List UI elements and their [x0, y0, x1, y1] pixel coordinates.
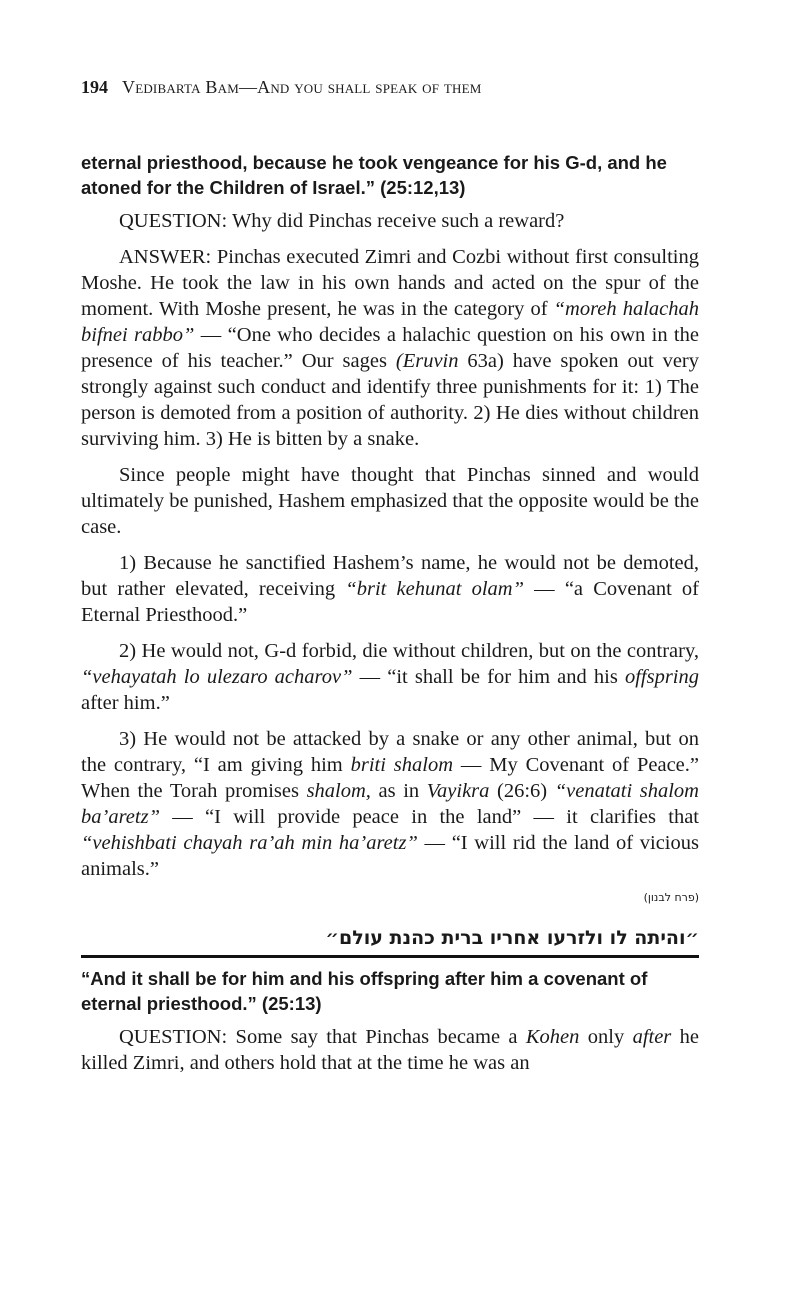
running-head [81, 77, 482, 98]
question-paragraph: QUESTION: Why did Pinchas receive such a reward? [119, 210, 565, 232]
hebrew-verse-heading: ״והיתה לו ולזרעו אחריו ברית כהנת עולם״ [81, 927, 699, 958]
point-two-paragraph: 2) He would not, G-d forbid, die without children, but on the contrary, “vehayatah lo ulezaro acharov” — “it shall be for him and his offspring after him.” [81, 640, 699, 714]
book-title: Vedibarta Bam—And you shall speak of them [122, 77, 482, 97]
point-three-paragraph: 3) He would not be attacked by a snake or any other animal, but on the contrary, “I am giving him briti shalom — My Covenant of Peace.” When the Torah promises shalom, as in Vayikra (26:6) “venatati shalom ba’aretz” — “I will provide peace in the land” — it clarifies that “vehishbati chayah ra’ah min ha’aretz” — “I will rid the land of vicious animals.” [81, 728, 699, 880]
answer-paragraph: ANSWER: Pinchas executed Zimri and Cozbi without first consulting Moshe. He took the law in his own hands and acted on the spur of the moment. With Moshe present, he was in the category of “moreh halachah bifnei rabbo” — “One who decides a halachic question on his own in the presence of his teacher.” Our sages (Eruvin 63a) have spoken out very strongly against such conduct and identify three punishments for it: 1) The person is demoted from a position of authority. 2) He dies without children surviving him. 3) He is bitten by a snake. [81, 246, 700, 450]
verse-continuation: eternal priesthood, because he took vengeance for his G-d, and he atoned for the Children of Israel.” (25:12,13) [81, 152, 667, 198]
second-question-paragraph: QUESTION: Some say that Pinchas became a Kohen only after he killed Zimri, and others hold that at the time he was an [81, 1026, 699, 1074]
point-one-paragraph: 1) Because he sanctified Hashem’s name, he would not be demoted, but rather elevated, receiving “brit kehunat olam” — “a Covenant of Eternal Priesthood.” [81, 552, 700, 626]
since-paragraph: Since people might have thought that Pinchas sinned and would ultimately be punished, Hashem emphasized that the opposite would be the case. [81, 464, 699, 538]
page-content [81, 150, 699, 1076]
page-number: 194 [81, 77, 108, 97]
english-verse-heading: “And it shall be for him and his offspring after him a covenant of eternal priesthood.” (25:13) [81, 968, 648, 1014]
source-citation: (פרח לבנון) [643, 891, 699, 904]
